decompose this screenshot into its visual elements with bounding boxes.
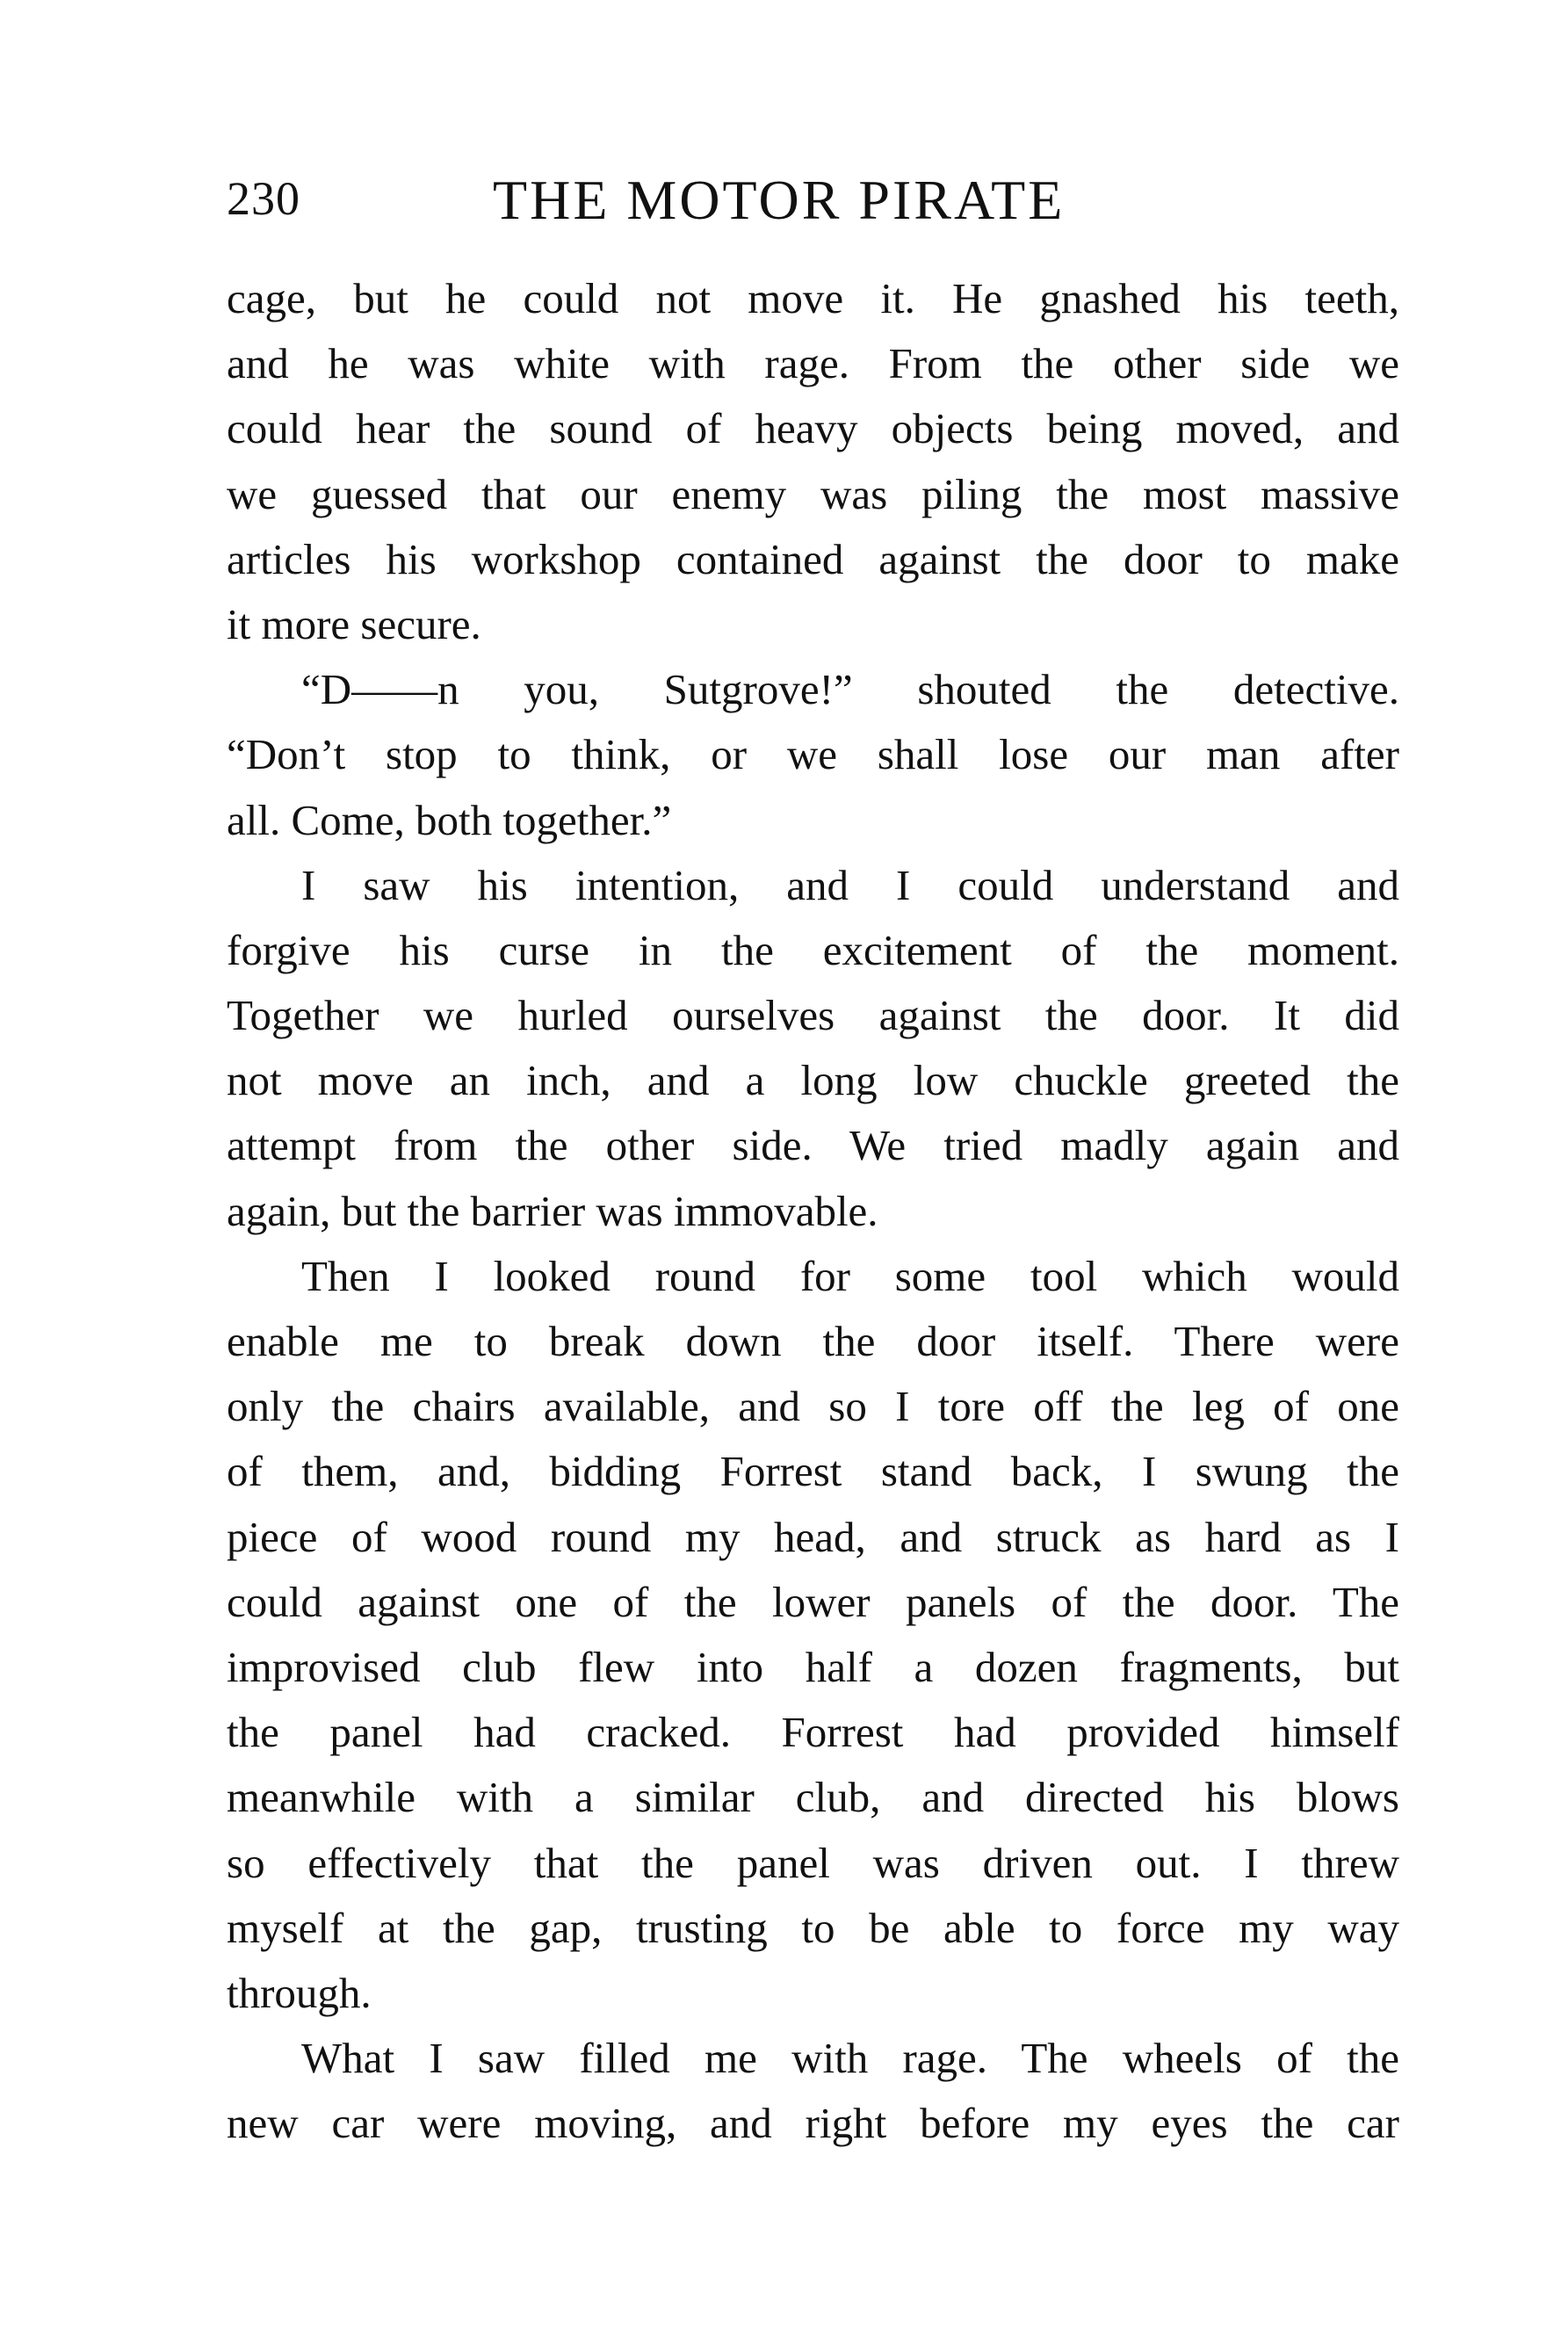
- text-line: attempt from the other side. We tried madly again and: [227, 1121, 1399, 1170]
- text-line: enable me to break down the door itself. There were: [227, 1317, 1399, 1365]
- text-line: What I saw filled me with rage. The wheels of the: [301, 2034, 1399, 2083]
- text-line: new car were moving, and right before my eyes the car: [227, 2099, 1399, 2148]
- text-line: Then I looked round for some tool which would: [301, 1251, 1399, 1300]
- text-line: again, but the barrier was immovable.: [227, 1186, 878, 1235]
- text-line: only the chairs available, and so I tore off the leg of one: [227, 1382, 1399, 1431]
- text-line: could hear the sound of heavy objects being moved, and: [227, 404, 1399, 453]
- text-line: improvised club flew into half a dozen fragments, but: [227, 1642, 1399, 1691]
- text-line: the panel had cracked. Forrest had provided himself: [227, 1708, 1399, 1757]
- text-line: Together we hurled ourselves against the door. It did: [227, 991, 1399, 1040]
- text-line: cage, but he could not move it. He gnashed his teeth,: [227, 274, 1399, 322]
- text-line: “Don’t stop to think, or we shall lose our man after: [227, 730, 1399, 779]
- text-line: and he was white with rage. From the other side we: [227, 339, 1399, 388]
- text-line: I saw his intention, and I could understand and: [301, 860, 1399, 909]
- text-line: forgive his curse in the excitement of the moment.: [227, 925, 1399, 974]
- text-line: piece of wood round my head, and struck as hard as I: [227, 1512, 1399, 1561]
- running-header: [227, 171, 1399, 233]
- text-line: all. Come, both together.”: [227, 795, 672, 844]
- page-body-text: [227, 266, 1399, 2156]
- text-line: articles his workshop contained against the door to make: [227, 534, 1399, 583]
- text-line: could against one of the lower panels of the door. The: [227, 1577, 1399, 1626]
- text-line: through.: [227, 1968, 372, 2017]
- text-line: “D——n you, Sutgrove!” shouted the detective.: [301, 665, 1399, 714]
- text-line: we guessed that our enemy was piling the most massive: [227, 469, 1399, 518]
- text-line: myself at the gap, trusting to be able to force my way: [227, 1903, 1399, 1952]
- running-title: THE MOTOR PIRATE: [493, 169, 1066, 231]
- text-line: not move an inch, and a long low chuckle greeted the: [227, 1056, 1399, 1105]
- text-line: of them, and, bidding Forrest stand back, I swung the: [227, 1447, 1399, 1496]
- page-number: 230: [227, 172, 300, 225]
- text-line: it more secure.: [227, 599, 481, 648]
- text-line: meanwhile with a similar club, and directed his blows: [227, 1773, 1399, 1822]
- text-line: so effectively that the panel was driven out. I threw: [227, 1838, 1399, 1887]
